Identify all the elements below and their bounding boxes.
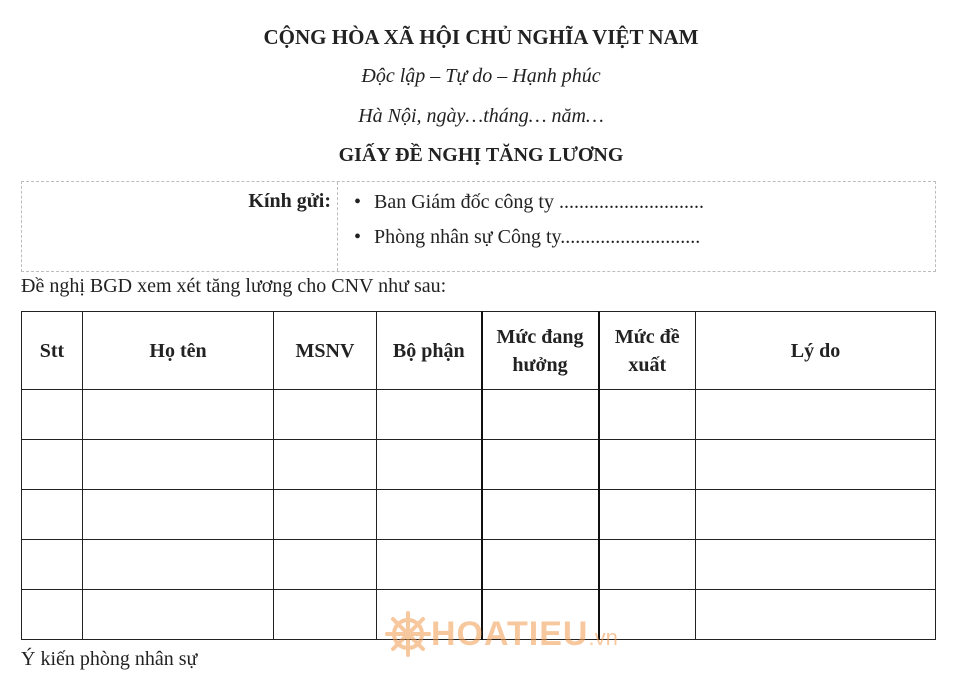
- recipient-item: [354, 190, 704, 225]
- col-header-msnv: MSNV: [274, 312, 377, 390]
- table-cell[interactable]: [696, 590, 936, 640]
- table-cell[interactable]: [22, 590, 83, 640]
- col-header-current-salary: Mức đang hưởng: [482, 312, 599, 390]
- table-cell[interactable]: [599, 540, 696, 590]
- bullet-icon: •: [354, 191, 362, 213]
- intro-text: Đề nghị BGD xem xét tăng lương cho CNV như sau:: [21, 275, 447, 297]
- recipient-label: Kính gửi:: [248, 190, 331, 212]
- table-cell[interactable]: [599, 440, 696, 490]
- ship-wheel-icon: [385, 611, 431, 657]
- hr-opinion-label: Ý kiến phòng nhân sự: [21, 648, 198, 670]
- table-cell[interactable]: [83, 590, 274, 640]
- col-header-stt: Stt: [22, 312, 83, 390]
- table-cell[interactable]: [377, 540, 482, 590]
- table-cell[interactable]: [83, 390, 274, 440]
- table-cell[interactable]: [696, 390, 936, 440]
- table-row: [22, 490, 936, 540]
- salary-request-table: [21, 311, 936, 640]
- nation-heading: CỘNG HÒA XÃ HỘI CHỦ NGHĨA VIỆT NAM: [263, 25, 699, 49]
- recipient-item-text: Ban Giám đốc công ty .............................: [374, 191, 704, 213]
- table-cell[interactable]: [83, 540, 274, 590]
- recipient-item: [354, 225, 704, 260]
- table-cell[interactable]: [482, 440, 599, 490]
- table-row: [22, 540, 936, 590]
- recipient-list: [354, 190, 704, 260]
- table-row: [22, 390, 936, 440]
- table-cell[interactable]: [482, 390, 599, 440]
- table-cell[interactable]: [83, 440, 274, 490]
- table-cell[interactable]: [274, 490, 377, 540]
- col-header-proposed-salary: Mức đề xuất: [599, 312, 696, 390]
- table-cell[interactable]: [599, 490, 696, 540]
- table-cell[interactable]: [22, 540, 83, 590]
- col-header-name: Họ tên: [83, 312, 274, 390]
- place-date: Hà Nội, ngày…tháng… năm…: [358, 105, 604, 127]
- document-title: GIẤY ĐỀ NGHỊ TĂNG LƯƠNG: [338, 144, 624, 166]
- table-header-row: [22, 312, 936, 390]
- watermark-brand: HOATIEU: [431, 614, 589, 653]
- table-cell[interactable]: [482, 540, 599, 590]
- hoatieu-watermark: [385, 606, 618, 662]
- table-cell[interactable]: [696, 540, 936, 590]
- recipient-box: [21, 181, 936, 272]
- table-cell[interactable]: [377, 390, 482, 440]
- table-cell[interactable]: [83, 490, 274, 540]
- recipient-divider: [337, 182, 338, 271]
- table-cell[interactable]: [377, 490, 482, 540]
- table-cell[interactable]: [377, 440, 482, 490]
- table-cell[interactable]: [274, 540, 377, 590]
- recipient-item-text: Phòng nhân sự Công ty............................: [374, 226, 701, 248]
- table-cell[interactable]: [599, 390, 696, 440]
- table-cell[interactable]: [274, 590, 377, 640]
- motto: Độc lập – Tự do – Hạnh phúc: [361, 65, 601, 87]
- table-cell[interactable]: [22, 440, 83, 490]
- table-cell[interactable]: [696, 490, 936, 540]
- watermark-tld: .vn: [588, 625, 618, 650]
- table-cell[interactable]: [482, 490, 599, 540]
- table-cell[interactable]: [274, 390, 377, 440]
- table-row: [22, 440, 936, 490]
- table-cell[interactable]: [274, 440, 377, 490]
- table-cell[interactable]: [696, 440, 936, 490]
- col-header-reason: Lý do: [696, 312, 936, 390]
- table-cell[interactable]: [22, 490, 83, 540]
- table-cell[interactable]: [22, 390, 83, 440]
- col-header-department: Bộ phận: [377, 312, 482, 390]
- bullet-icon: •: [354, 226, 362, 248]
